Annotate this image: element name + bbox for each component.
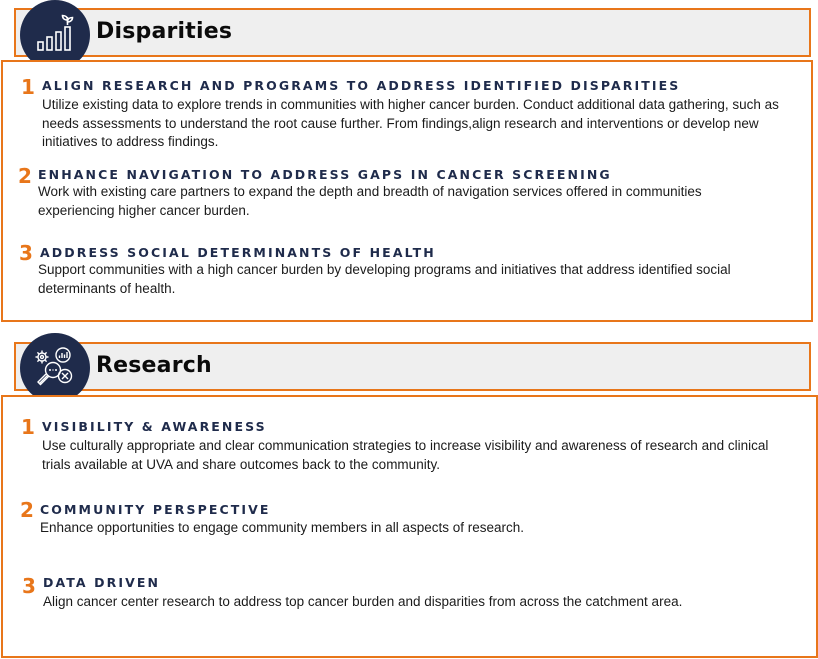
disparities-box	[1, 60, 813, 322]
item-number: 3	[22, 574, 36, 598]
item-number: 2	[20, 498, 34, 522]
disparities-title: Disparities	[96, 19, 233, 44]
item-description: Align cancer center research to address top cancer burden and disparities from across the catchment area.	[43, 594, 683, 609]
item-number: 2	[18, 164, 32, 188]
research-title: Research	[96, 353, 212, 378]
item-heading: DATA DRIVEN	[43, 575, 161, 590]
item-description: Support communities with a high cancer burden by developing programs and initiatives that address identified social determinants of health.	[38, 262, 731, 296]
item-description: Enhance opportunities to engage community members in all aspects of research.	[40, 520, 525, 535]
item-number: 1	[21, 75, 35, 99]
item-number: 1	[21, 415, 35, 439]
research-box	[1, 395, 818, 658]
item-heading: ALIGN RESEARCH AND PROGRAMS TO ADDRESS IDENTIFIED DISPARITIES	[42, 78, 681, 93]
item-heading: COMMUNITY PERSPECTIVE	[40, 502, 271, 517]
item-heading: VISIBILITY & AWARENESS	[42, 419, 267, 434]
item-number: 3	[19, 241, 33, 265]
disparities-header	[14, 8, 811, 57]
research-analysis-svg	[32, 345, 78, 391]
bar-chart-growth-svg	[33, 13, 77, 57]
item-heading: ADDRESS SOCIAL DETERMINANTS OF HEALTH	[40, 245, 436, 260]
research-header	[14, 342, 811, 391]
research-analysis-icon	[20, 333, 90, 403]
item-description: Work with existing care partners to expand the depth and breadth of navigation services offered in communities experiencing higher cancer burden.	[38, 184, 702, 218]
item-heading: ENHANCE NAVIGATION TO ADDRESS GAPS IN CANCER SCREENING	[38, 167, 612, 182]
item-description: Utilize existing data to explore trends in communities with higher cancer burden. Conduct additional data gathering, such as needs assessments to understand the root cause further. From findings,align research and interventions or develop new initiatives to address findings.	[42, 97, 779, 149]
item-description: Use culturally appropriate and clear communication strategies to increase visibility and awareness of research and clinical trials available at UVA and share outcomes back to the community.	[42, 438, 769, 472]
